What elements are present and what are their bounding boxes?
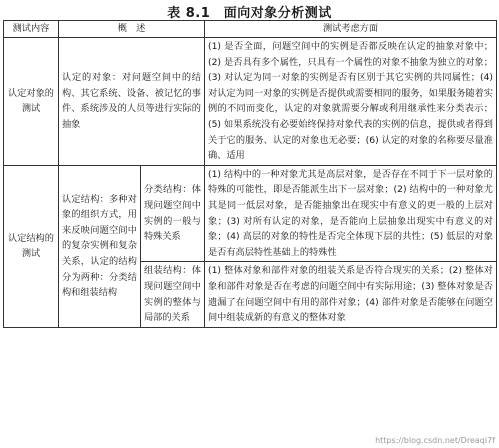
classification-structure-label: 分类结构：体现问题空间中实例的一般与特殊关系: [141, 165, 205, 262]
row-object-considerations: (1) 是否全面，问题空间中的实例是否都反映在认定的抽象对象中；(2) 是否具有多个属性，只具有一个属性的对象不抽象为独立的对象；(3) 对认定为同一对象的实例是否有区别于其它实例的共同属性；(4) 对认定为同一对象的实例是否提供或需要相同的服务，如果服务随着实例的不同而变化，认定的对象就需要分解或利用继承性来分类表示；(5) 如果系统没有必要始终保持对象代表的实例的信息，提供或者得到关于它的服务、认定的对象也无必要；(6) 认定的对象的名称要尽量准确、适用: [205, 38, 497, 166]
row-structure-test-content: 认定结构的测试: [4, 165, 59, 327]
row-object-overview: 认定的对象：对问题空间中的结构、其它系统、设备、被记忆的事件、系统涉及的人员等进行实际的抽象: [59, 38, 205, 166]
assembly-structure-considerations: (1) 整体对象和部件对象的组装关系是否符合现实的关系；(2) 整体对象和部件对象是否在考虑的问题空间中有实际用途；(3) 整体对象是否遗漏了在问题空间中有用的部件对象；(4) 部件对象是否能够在问题空间中组装成新的有意义的整体对象: [205, 262, 497, 327]
analysis-test-table: [3, 20, 497, 328]
row-object-test-content: 认定对象的测试: [4, 38, 59, 166]
watermark: https://blog.csdn.net/Dreaqi7f: [375, 436, 495, 445]
table-row: [4, 165, 497, 262]
header-overview: 概 述: [59, 21, 205, 38]
row-structure-overview: 认定结构：多种对象的组织方式，用来反映问题空间中的复杂实例和复杂关系，认定的结构分为两种：分类结构和组装结构: [59, 165, 141, 327]
table-row: [4, 38, 497, 166]
header-test-content: 测试内容: [4, 21, 59, 38]
assembly-structure-label: 组装结构：体现问题空间中实例的整体与局部的关系: [141, 262, 205, 327]
header-considerations: 测试考虑方面: [205, 21, 497, 38]
table-title: 表 8.1 面向对象分析测试: [167, 6, 332, 21]
classification-structure-considerations: (1) 结构中的一种对象尤其是高层对象，是否存在不同于下一层对象的特殊的可能性，即是否能派生出下一层对象；(2) 结构中的一种对象尤其是同一低层对象，是否能抽象出在现实中有意义的更一般的上层对象；(3) 对所有认定的对象，是否能向上层抽象出现实中有意义的对象；(4) 高层的对象的特性是否完全体现下层的共性；(5) 低层的对象是否有高层特性基础上的特殊性: [205, 165, 497, 262]
header-row: [4, 21, 497, 38]
